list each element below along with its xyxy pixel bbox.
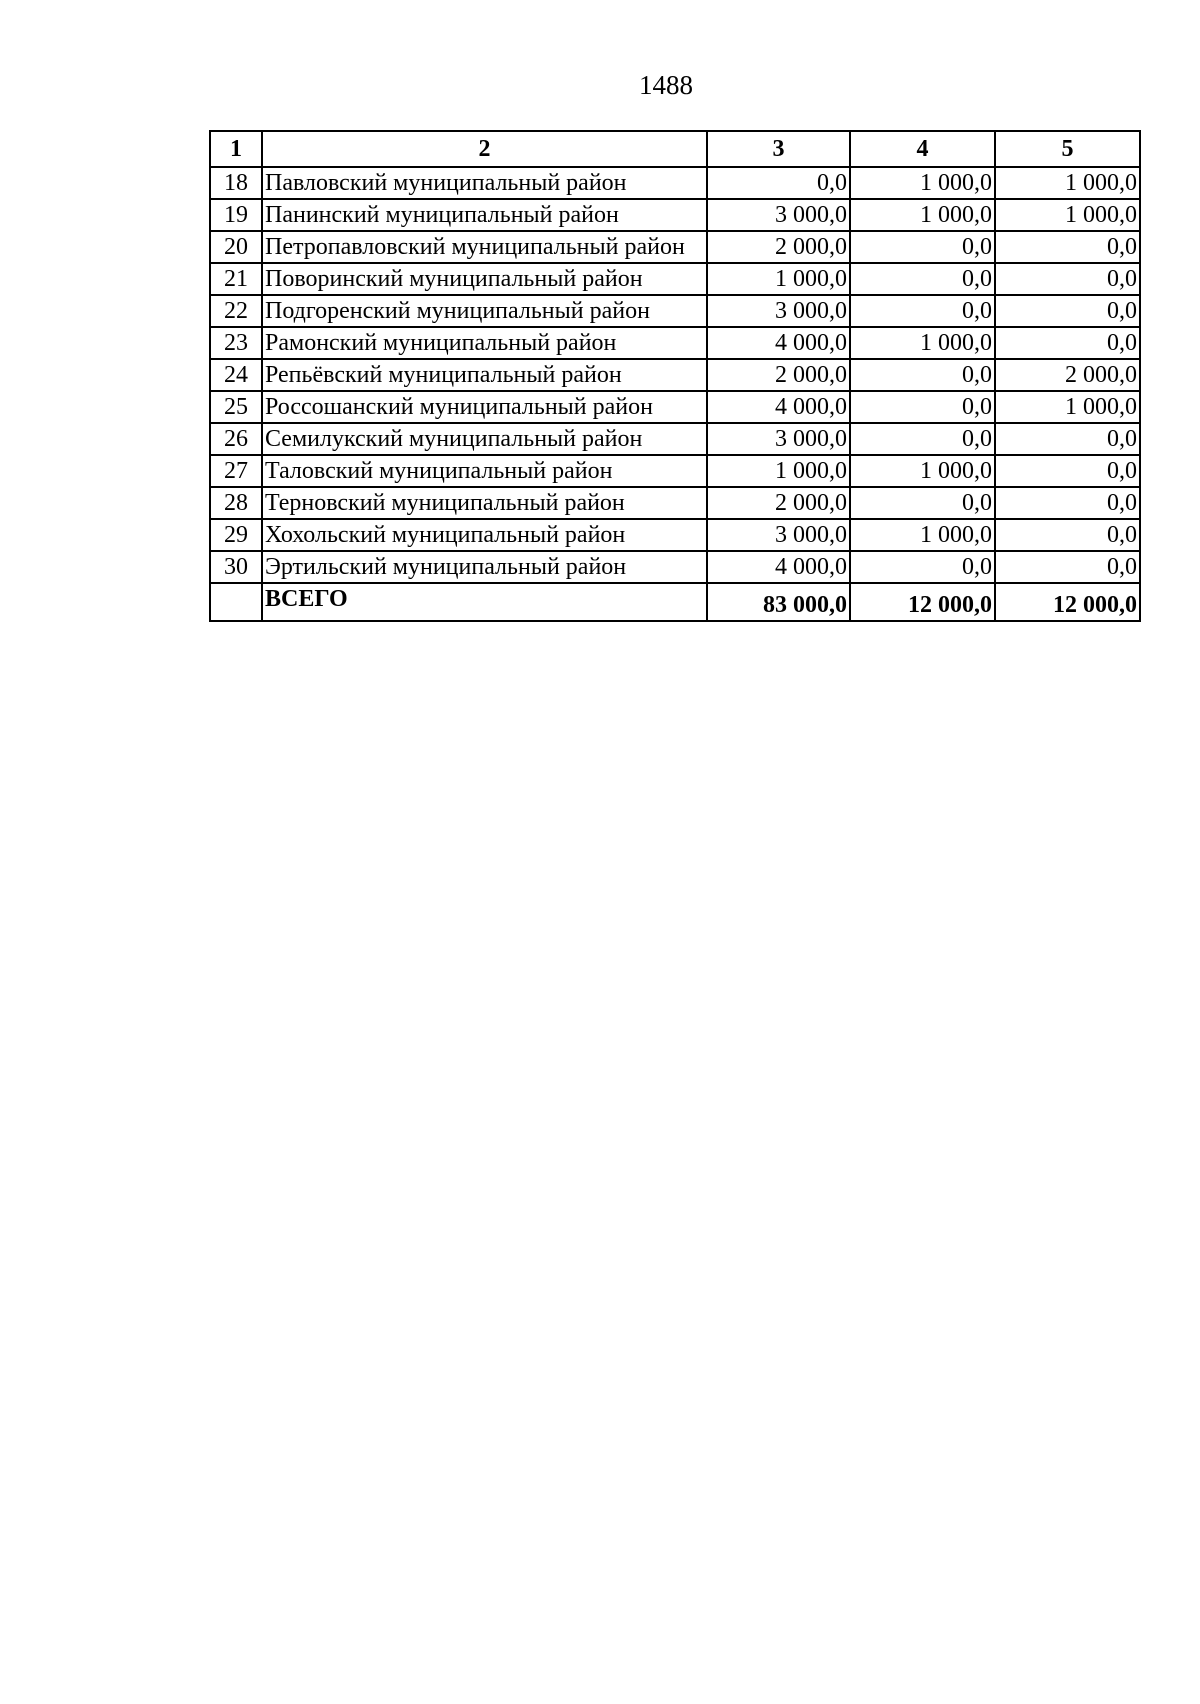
total-col5: 12 000,0 xyxy=(995,583,1140,621)
value-col5: 1 000,0 xyxy=(995,167,1140,199)
district-name: Хохольский муниципальный район xyxy=(262,519,707,551)
value-col4: 1 000,0 xyxy=(850,167,995,199)
table-row xyxy=(210,487,1140,519)
total-col4: 12 000,0 xyxy=(850,583,995,621)
header-cell: 5 xyxy=(995,131,1140,167)
total-col3: 83 000,0 xyxy=(707,583,850,621)
table-row xyxy=(210,231,1140,263)
row-number: 20 xyxy=(210,231,262,263)
value-col4: 0,0 xyxy=(850,551,995,583)
row-number: 30 xyxy=(210,551,262,583)
value-col3: 4 000,0 xyxy=(707,391,850,423)
value-col3: 1 000,0 xyxy=(707,455,850,487)
value-col5: 0,0 xyxy=(995,455,1140,487)
header-cell: 2 xyxy=(262,131,707,167)
value-col4: 0,0 xyxy=(850,359,995,391)
district-name: Эртильский муниципальный район xyxy=(262,551,707,583)
data-table xyxy=(209,130,1141,622)
district-name: Репьёвский муниципальный район xyxy=(262,359,707,391)
district-name: Поворинский муниципальный район xyxy=(262,263,707,295)
value-col5: 0,0 xyxy=(995,551,1140,583)
value-col3: 2 000,0 xyxy=(707,487,850,519)
value-col3: 4 000,0 xyxy=(707,551,850,583)
value-col5: 0,0 xyxy=(995,423,1140,455)
value-col5: 0,0 xyxy=(995,263,1140,295)
row-number: 22 xyxy=(210,295,262,327)
district-name: Терновский муниципальный район xyxy=(262,487,707,519)
table-row xyxy=(210,295,1140,327)
district-name: Подгоренский муниципальный район xyxy=(262,295,707,327)
table-row xyxy=(210,551,1140,583)
value-col4: 0,0 xyxy=(850,231,995,263)
district-name: Рамонский муниципальный район xyxy=(262,327,707,359)
table-body xyxy=(210,167,1140,583)
row-number: 28 xyxy=(210,487,262,519)
value-col3: 4 000,0 xyxy=(707,327,850,359)
district-name: Семилукский муниципальный район xyxy=(262,423,707,455)
value-col5: 0,0 xyxy=(995,519,1140,551)
total-label: ВСЕГО xyxy=(262,583,707,621)
header-cell: 1 xyxy=(210,131,262,167)
header-cell: 3 xyxy=(707,131,850,167)
value-col3: 2 000,0 xyxy=(707,359,850,391)
value-col5: 0,0 xyxy=(995,327,1140,359)
row-number: 27 xyxy=(210,455,262,487)
value-col4: 0,0 xyxy=(850,423,995,455)
row-number: 23 xyxy=(210,327,262,359)
value-col4: 0,0 xyxy=(850,295,995,327)
table-row xyxy=(210,423,1140,455)
value-col5: 1 000,0 xyxy=(995,199,1140,231)
value-col4: 1 000,0 xyxy=(850,519,995,551)
header-cell: 4 xyxy=(850,131,995,167)
value-col5: 1 000,0 xyxy=(995,391,1140,423)
district-name: Панинский муниципальный район xyxy=(262,199,707,231)
table-row xyxy=(210,519,1140,551)
table-row xyxy=(210,359,1140,391)
table-row xyxy=(210,167,1140,199)
total-row xyxy=(210,583,1140,621)
value-col4: 0,0 xyxy=(850,263,995,295)
value-col4: 1 000,0 xyxy=(850,199,995,231)
table-row xyxy=(210,263,1140,295)
value-col5: 0,0 xyxy=(995,295,1140,327)
row-number: 19 xyxy=(210,199,262,231)
value-col3: 3 000,0 xyxy=(707,519,850,551)
row-number: 18 xyxy=(210,167,262,199)
header-row xyxy=(210,131,1140,167)
district-name: Россошанский муниципальный район xyxy=(262,391,707,423)
district-name: Павловский муниципальный район xyxy=(262,167,707,199)
value-col5: 0,0 xyxy=(995,487,1140,519)
district-name: Петропавловский муниципальный район xyxy=(262,231,707,263)
value-col3: 3 000,0 xyxy=(707,199,850,231)
table-row xyxy=(210,455,1140,487)
table-row xyxy=(210,327,1140,359)
value-col4: 1 000,0 xyxy=(850,327,995,359)
value-col3: 3 000,0 xyxy=(707,295,850,327)
row-number: 21 xyxy=(210,263,262,295)
value-col3: 1 000,0 xyxy=(707,263,850,295)
value-col4: 1 000,0 xyxy=(850,455,995,487)
district-name: Таловский муниципальный район xyxy=(262,455,707,487)
value-col4: 0,0 xyxy=(850,487,995,519)
value-col5: 0,0 xyxy=(995,231,1140,263)
row-number: 24 xyxy=(210,359,262,391)
row-number: 25 xyxy=(210,391,262,423)
total-num-cell xyxy=(210,583,262,621)
value-col3: 3 000,0 xyxy=(707,423,850,455)
row-number: 26 xyxy=(210,423,262,455)
value-col3: 2 000,0 xyxy=(707,231,850,263)
table-row xyxy=(210,199,1140,231)
value-col3: 0,0 xyxy=(707,167,850,199)
value-col5: 2 000,0 xyxy=(995,359,1140,391)
value-col4: 0,0 xyxy=(850,391,995,423)
page-number: 1488 xyxy=(639,70,693,100)
row-number: 29 xyxy=(210,519,262,551)
table-row xyxy=(210,391,1140,423)
